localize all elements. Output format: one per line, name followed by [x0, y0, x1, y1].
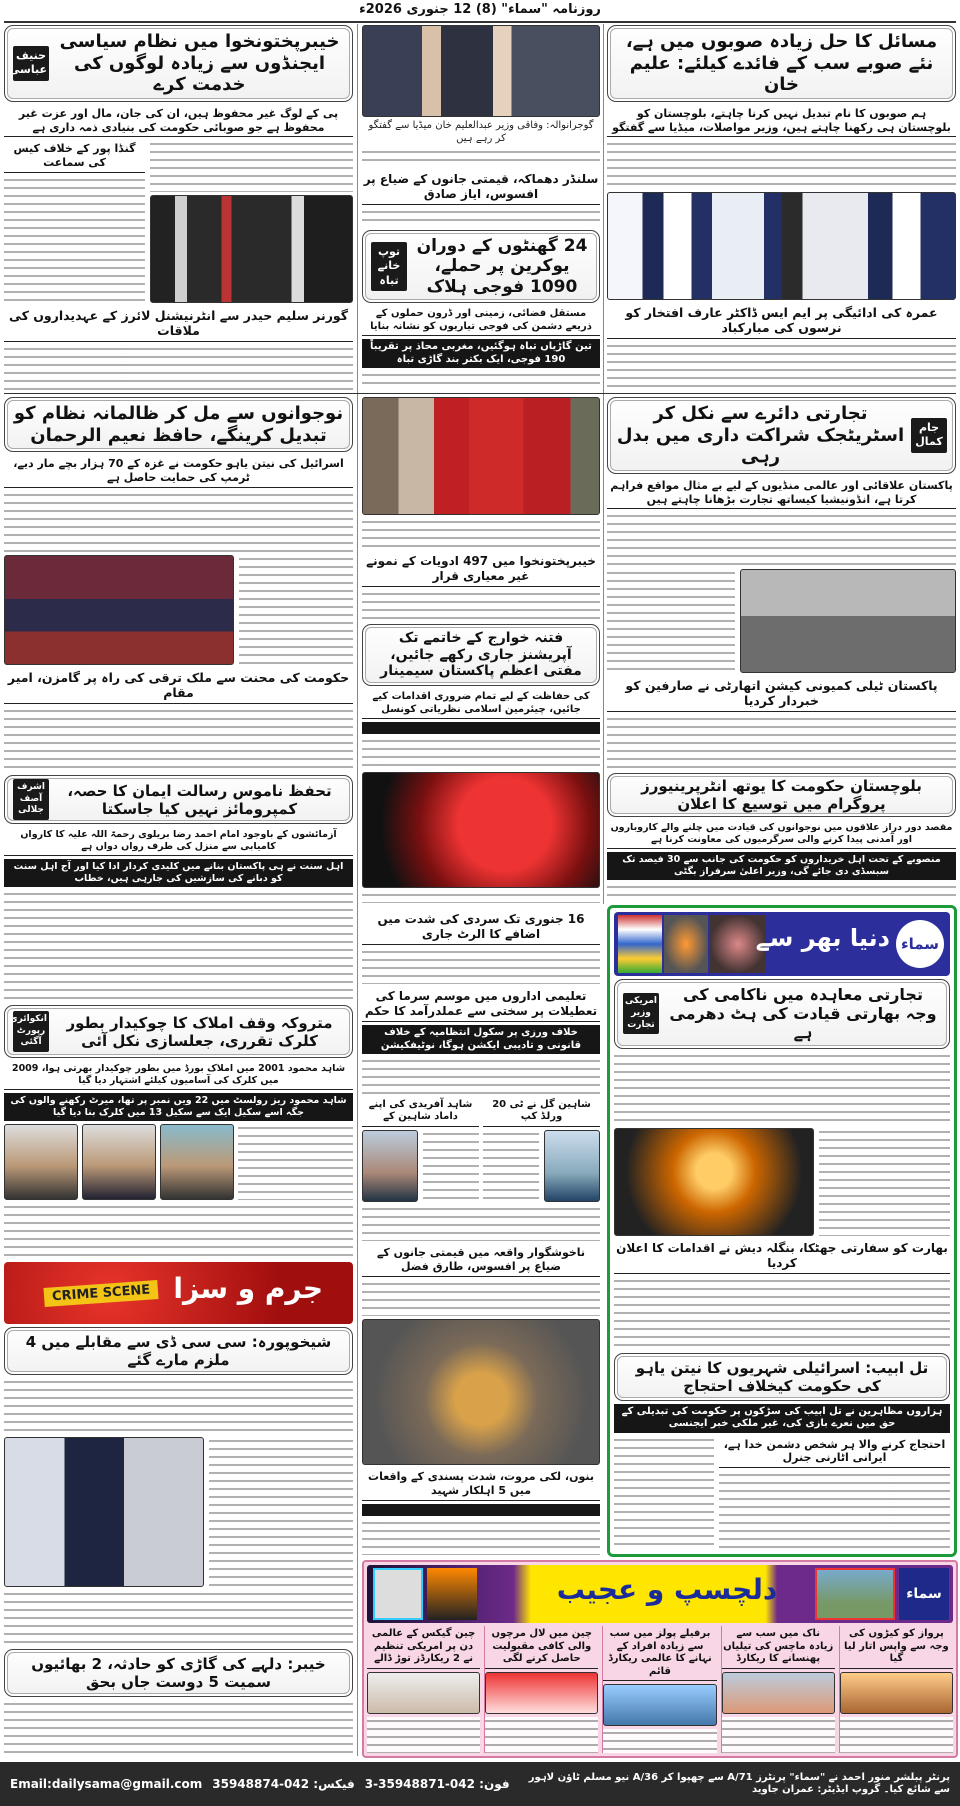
side-column: [4, 140, 145, 302]
subheadline: سلنڈر دھماکہ، قیمتی جانوں کے ضیاع پر افسوس، ایاز صادق: [362, 170, 600, 205]
sports-row: [362, 1097, 600, 1202]
body-text: [209, 1437, 353, 1587]
headline-mufti-azam: [362, 624, 600, 686]
deck: اسرائیل کی نیتن یاہو حکومت نے غزہ کے 70 ہزار بچے مار دیے، ٹرمپ کی حمایت حاصل ہے: [4, 455, 353, 488]
odd-item-title: چین گیکس کے عالمی دن پر امریکی تنظیم نے 2 ریکارڈز توڑ ڈالے: [367, 1626, 480, 1669]
highlight-bar: [362, 722, 600, 734]
footer-phone: فون: 042-35948871-3: [364, 1777, 510, 1791]
headline-text: تجارتی دائرے سے نکل کر اسٹریٹجک شراکت داری میں بدل رہی: [616, 403, 905, 468]
footer-imprint: پرنٹر پبلشر منور احمد نے "سماء" پرنٹرز 71/A سے چھپوا کر 36/A نیو مسلم ٹاؤن لاہور سے شائع کیا۔ گروپ ایڈیٹر: عمران جاوید: [528, 1771, 950, 1795]
headline-jam-kamal: [607, 397, 956, 474]
subheadline: بنوں، لکی مروت، شدت پسندی کے واقعات میں 5 اہلکار شہید: [362, 1468, 600, 1501]
body-text: [4, 1700, 353, 1756]
headline-tel-aviv-protest: [614, 1353, 950, 1401]
row4-left-stories: [4, 1005, 353, 1756]
body-text: [4, 1590, 353, 1646]
headline-khyber-accident: [4, 1649, 353, 1697]
odd-news-section: [362, 1560, 958, 1758]
headline-tag: اشرف آصف جلالی: [13, 779, 49, 820]
top-right-story: [607, 25, 956, 390]
odd-items: [367, 1626, 953, 1753]
sports-body: [483, 1130, 600, 1202]
body-text: [819, 1128, 950, 1236]
sama-logo: سماء: [899, 1568, 949, 1620]
top-left-body: [4, 140, 353, 302]
body-text: [238, 1124, 353, 1200]
body-text: [362, 1205, 600, 1241]
odd-item-title: چین میں لال مرچوں والی کافی مقبولیت حاصل کرنے لگی: [485, 1626, 598, 1669]
deck: شاہد محمود 2001 میں املاک بورڈ میں بطور چوکیدار بھرتی ہوا، 2009 میں کلرک کی آسامیوں کیلئے اشتہار دیا گیا: [4, 1061, 353, 1090]
chili-coffee-image: [485, 1672, 598, 1714]
sports-body: [362, 1130, 479, 1202]
highlight-bar: اہل سنت نے ہی پاکستان بنانے میں کلیدی کردار ادا کیا اور آج اہل سنت کو دبانے کی سازشیں کی جارہی ہیں، خطاب: [4, 859, 353, 887]
photo-column: [150, 140, 353, 302]
ice-pool-image: [603, 1684, 716, 1726]
body-text: [614, 1436, 714, 1550]
headline-winter-holidays: تعلیمی اداروں میں موسم سرما کی تعطیلات پر سختی سے عملدرآمد کا حکم: [362, 987, 600, 1022]
headline-trade-deal: [614, 979, 950, 1049]
headline-hanif-abbasi: [4, 25, 353, 102]
photo-double-decker-bus: [362, 772, 600, 888]
odd-item-title: ناک میں سب سے زیادہ ماچس کی تیلیاں پھنسانے کا ریکارڈ: [722, 1626, 835, 1669]
body-text: [483, 1130, 539, 1202]
headline-text: خیبرپختونخوا میں نظام سیاسی ایجنڈوں سے زیادہ لوگوں کی خدمت کرے: [59, 31, 340, 96]
crime-scene-tape: CRIME SCENE: [43, 1280, 158, 1307]
photo-meeting: [150, 195, 353, 303]
headline-text: 24 گھنٹوں کے دوران یوکرین پر حملے، 1090 فوجی ہلاک: [416, 235, 588, 297]
body-text: [4, 707, 353, 768]
body-text: [607, 883, 956, 903]
masthead-date-line: روزنامہ "سماء" (8) 12 جنوری 2026ء: [359, 2, 601, 17]
body-text: [362, 891, 600, 903]
body-text: [4, 491, 353, 552]
odd-item: [602, 1626, 716, 1753]
body-text: [607, 512, 956, 565]
subheadline: حکومت کی محنت سے ملک ترقی کی راہ پر گامزن، امیر مقام: [4, 668, 353, 704]
photo-fire: [614, 1128, 814, 1236]
body-text: [362, 590, 600, 621]
small-headline: شاہین گل نے ٹی 20 ورلڈ کپ: [483, 1097, 600, 1127]
odd-item-title: پرواز کو کیڑوں کی وجہ سے واپس اتار لیا گیا: [840, 1626, 953, 1669]
headline-text: تل ابیب: اسرائیلی شہریوں کا نیتن یاہو کی حکومت کیخلاف احتجاج: [635, 1358, 929, 1395]
body-text: [722, 1717, 835, 1754]
body-text: [423, 1130, 479, 1202]
crime-banner: [4, 1262, 353, 1324]
odd-item: [839, 1626, 953, 1753]
deck: ہم صوبوں کا نام تبدیل نہیں کرنا چاہتے، بلوچستان کو بلوچستان ہی رکھنا چاہتے ہیں، وزیر مواصلات، میڈیا سے گفتگو: [607, 105, 956, 138]
headline-tag: حنیف عباسی: [13, 46, 49, 81]
photo-caption: گوجرانوالہ: وفاقی وزیر عبدالعلیم خان میڈیا سے گفتگو کر رہے ہیں: [368, 120, 594, 144]
body-text: [614, 1277, 950, 1350]
top-rule: [4, 21, 956, 23]
subheadline: خیبرپختونخوا میں 497 ادویات کے نمونے غیر معیاری قرار: [362, 552, 600, 587]
highlight-bar: [362, 1504, 600, 1516]
body-text: [362, 948, 600, 984]
body-text: [362, 1519, 600, 1555]
body-text: [4, 345, 353, 390]
headline-text: مسائل کا حل زیادہ صوبوں میں ہے، نئے صوبے سب کے فائدے کیلئے: علیم خان: [625, 31, 938, 96]
subheadline: احتجاج کرنے والا ہر شخص دشمن خدا ہے، ایرانی اٹارنی جنرل: [719, 1436, 950, 1469]
body-text: [607, 569, 735, 673]
deck: کی حفاظت کے لیے تمام ضروری اقدامات کیے جائیں، چیئرمین اسلامی نظریاتی کونسل: [362, 689, 600, 719]
matchsticks-nose-image: [722, 1672, 835, 1714]
deck: آزمائشوں کے باوجود امام احمد رضا بریلوی رحمۃ اللہ علیہ کا کارواں کامیابی سے منزل کی طرف رواں دواں ہے: [4, 827, 353, 856]
row3-middle-photo: [362, 772, 600, 903]
body-text: [840, 1717, 953, 1754]
deck: مستقل فضائی، زمینی اور ڈرون حملوں کے ذریعے دشمن کی فوجی تیاریوں کو نشانہ بنایا: [362, 306, 600, 336]
bottom-row: [614, 1436, 950, 1550]
odd-image: [373, 1568, 423, 1620]
headline-aleem-khan: [607, 25, 956, 102]
headline-text: تحفظ ناموس رسالت ایمان کا حصہ، کمپرومائز نہیں کیا جاسکتا: [67, 781, 332, 818]
body-text: [607, 342, 956, 390]
headline-balochistan-youth: [607, 773, 956, 817]
odd-banner: [367, 1565, 953, 1623]
top-middle-story: [362, 25, 600, 390]
subheadline: ناخوشگوار واقعہ میں قیمتی جانوں کے ضیاع پر افسوس، طارق فضل: [362, 1244, 600, 1277]
footer-imprint-bar: [0, 1762, 960, 1806]
photo-row: [4, 1437, 353, 1587]
photo-police: [4, 1437, 204, 1587]
subheadline: بھارت کو سفارتی جھٹکا، بنگلہ دیش نے اقدامات کا اعلان کردیا: [614, 1239, 950, 1274]
headline-tag: انکوائری رپورٹ آگئی: [13, 1011, 49, 1052]
explosion-image: [664, 915, 708, 973]
photo-officers: [740, 569, 956, 673]
body-text: [362, 208, 600, 227]
airplane-image: [840, 1672, 953, 1714]
headline-text: بلوچستان حکومت کا یوتھ انٹرپرینیورز پروگرام میں توسیع کا اعلان: [641, 777, 922, 813]
body-text: [4, 1378, 353, 1434]
world-banner-title: دنیا بھر سے: [755, 924, 890, 952]
photo-food-cart: [362, 1319, 600, 1465]
small-headline: گنڈا پور کے خلاف کیس کی سماعت: [4, 140, 145, 173]
sports-item: [362, 1097, 479, 1202]
odd-item: [484, 1626, 598, 1753]
row2-left-story: [4, 397, 353, 768]
headline-sheikhupura-encounter: [4, 1327, 353, 1375]
highlight-bar: خلاف ورزی پر سکول انتظامیہ کے خلاف قانونی و تادیبی ایکشن ہوگا، نوٹیفکیشن: [362, 1025, 600, 1054]
body-text: [362, 1280, 600, 1316]
odd-item-title: برفیلے پولز میں سب سے زیادہ افراد کے نہانے کا عالمی ریکارڈ قائم: [603, 1626, 716, 1681]
body-text: [485, 1717, 598, 1754]
body-text: [362, 148, 600, 167]
subheadline: 16 جنوری تک سردی کی شدت میں اضافے کا الرٹ جاری: [362, 910, 600, 945]
subheadline: عمرہ کی ادائیگی پر ایم ایس ڈاکٹر عارف افتخار کو نرسوں کی مبارکباد: [607, 303, 956, 339]
body-text: [239, 555, 353, 665]
body-text: [4, 176, 145, 303]
headline-text: فتنہ خوارج کے خاتمے تک آپریشنز جاری رکھے جائیں، مفتی اعظم پاکستان سیمینار: [380, 629, 582, 680]
photo-player: [544, 1130, 600, 1202]
body-text: [603, 1729, 716, 1753]
world-news-section: [607, 905, 957, 1557]
portrait: [4, 1124, 78, 1200]
row3-right-story: [607, 773, 956, 902]
photo-row: [4, 555, 353, 665]
odd-item: [721, 1626, 835, 1753]
top-left-story: [4, 25, 353, 390]
portrait: [82, 1124, 156, 1200]
photo-three-women: [362, 397, 600, 515]
odd-image: [427, 1568, 477, 1620]
odd-banner-title: دلچسپ و عجیب: [556, 1573, 778, 1606]
subheadline: گورنر سلیم حیدر سے انٹرنیشنل لائرز کے عہدیداروں کی ملاقات: [4, 306, 353, 342]
headline-hafiz-naeem: [4, 397, 353, 452]
portrait: [160, 1124, 234, 1200]
highlight-bar: ہزاروں مظاہرین نے تل ابیب کی سڑکوں پر حکومت کی تبدیلی کے حق میں نعرے بازی کی، غیر ملکی خبر ایجنسی: [614, 1404, 950, 1433]
headline-text: تجارتی معاہدہ میں ناکامی کی وجہ بھارتی قیادت کی ہٹ دھرمی ہے: [669, 985, 937, 1043]
column-divider: [603, 24, 604, 904]
footer-fax: فیکس: 042-35948874: [212, 1777, 355, 1791]
headline-jalali: [4, 775, 353, 824]
body-text: [362, 371, 600, 390]
small-headline: شاہد آفریدی کی اپنے داماد شاہین کے: [362, 1097, 479, 1127]
column-divider: [357, 24, 358, 1756]
odd-item: [367, 1626, 480, 1753]
headline-tag: توپ خانے تباہ: [371, 242, 407, 291]
footer-email: Email:dailysama@gmail.com: [10, 1777, 203, 1791]
flags-image: [618, 915, 662, 973]
section-rule: [4, 393, 956, 394]
headline-tag: جام کمال: [911, 418, 947, 453]
photo-row: [607, 569, 956, 673]
row2-middle-story: [362, 397, 600, 768]
photo-row: [614, 1128, 950, 1236]
headline-text: نوجوانوں سے مل کر ظالمانہ نظام کو تبدیل کرینگے، حافظ نعیم الرحمان: [13, 403, 344, 446]
deck: پاکستان علاقائی اور عالمی منڈیوں کے لیے بے مثال مواقع فراہم کرتا ہے، انڈونیشیا کیساتھ تجارت بڑھانا چاہتے ہیں: [607, 477, 956, 510]
headline-text: خیبر: دلہے کی گاڑی کو حادثہ، 2 بھائیوں سمیت 5 دوست جاں بحق: [31, 1654, 326, 1691]
sama-logo: سماء: [896, 920, 944, 968]
row3-left-story: [4, 775, 353, 1000]
body-text: [4, 890, 353, 1000]
deck: مقصد دور دراز علاقوں میں نوجوانوں کی قیادت میں چلنے والے کاروباروں اور آمدنی پیدا کرنے والی سرگرمیوں کی معاونت کرنا ہے: [607, 820, 956, 849]
body-text: [4, 1203, 353, 1259]
photo-nurses: [607, 192, 956, 300]
body-text: [362, 737, 600, 768]
headline-evacuee-property: [4, 1005, 353, 1058]
deck: پی کے لوگ غیر محفوظ ہیں، ان کی جان، مال اور عزت غیر محفوظ ہے جو صوبائی حکومت کی بنیادی ذمہ داری ہے: [4, 105, 353, 138]
body-text: [719, 1471, 950, 1550]
highlight-bar: شاہد محمود ریز رولسٹ میں 22 ویں نمبر پر تھا، میرٹ رکھنے والوں کی جگہ اسے سکیل ایک سے سکیل 13 میں کلرک بنا دیا گیا: [4, 1093, 353, 1121]
photo-shahid-afridi: [362, 1130, 418, 1202]
body-text: [607, 715, 956, 768]
main-column: [719, 1436, 950, 1550]
body-text: [367, 1717, 480, 1754]
body-text: [607, 140, 956, 188]
subheadline: پاکستان ٹیلی کمیونی کیشن اتھارٹی نے صارفین کو خبردار کردیا: [607, 676, 956, 712]
tortoise-image: [815, 1568, 895, 1620]
cheese-image: [367, 1672, 480, 1714]
sports-item: [483, 1097, 600, 1202]
body-text: [614, 1052, 950, 1125]
headline-tag: امریکی وزیر تجارت: [623, 993, 659, 1034]
highlight-bar: تین گاڑیاں تباہ ہوگئیں، مغربی محاذ پر تقریباً 190 فوجی، ایک بکتر بند گاڑی تباہ: [362, 339, 600, 368]
row4-middle-stories: [362, 910, 600, 1555]
body-text: [362, 1057, 600, 1093]
portraits-row: [4, 1124, 353, 1200]
headline-ukraine-attacks: [362, 230, 600, 303]
crime-banner-title: جرم و سزا: [173, 1271, 323, 1305]
headline-text: متروکہ وقف املاک کا چوکیدار بطور کلرک تقرری، جعلسازی نکل آئی: [66, 1013, 333, 1050]
photo-gathering: [4, 555, 234, 665]
photo-press-talk: [362, 25, 600, 117]
headline-text: شیخوپورہ: سی سی ڈی سے مقابلے میں 4 ملزم مارے گئے: [25, 1332, 332, 1369]
world-banner: [614, 912, 950, 976]
row2-right-story: [607, 397, 956, 768]
highlight-bar: منصوبے کے تحت اہل خریداروں کو حکومت کی جانب سے 30 فیصد تک سبسڈی دی جائے گی، وزیر اعلیٰ سرفراز بگٹی: [607, 852, 956, 880]
body-text: [362, 518, 600, 549]
body-text: [150, 140, 353, 191]
